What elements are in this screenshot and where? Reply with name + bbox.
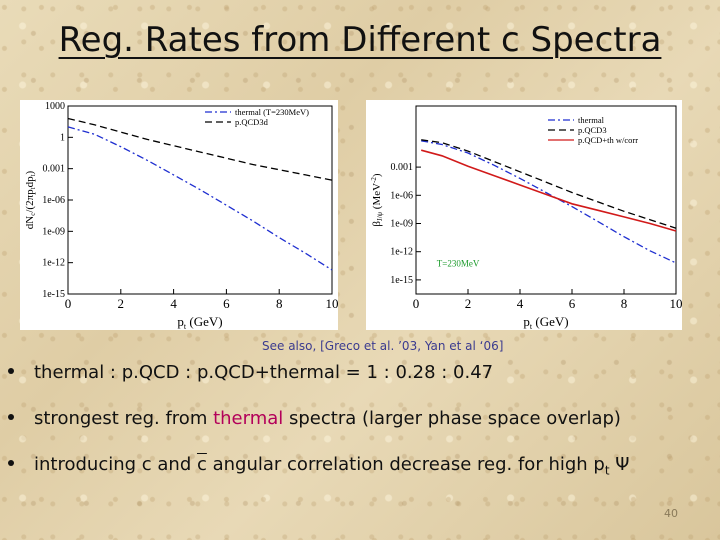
- reference-note: See also, [Greco et al. ’03, Yan et al ‘06]: [262, 339, 504, 353]
- series-line: [421, 150, 676, 231]
- y-axis-label: dNc/(2πptdpt): [24, 170, 37, 230]
- bullet-correlation-pre: introducing c and: [34, 454, 197, 475]
- bullet-dot: [8, 368, 14, 374]
- legend-label: p.QCD3d: [235, 117, 268, 127]
- y-tick-label: 1e-15: [42, 289, 65, 300]
- y-tick-label: 1e-15: [390, 274, 413, 286]
- chart-panel-right: [366, 100, 682, 330]
- x-tick-label: 10: [669, 296, 682, 311]
- bullet-correlation-post: Ψ: [609, 454, 630, 475]
- left-spectra-chart: [20, 100, 338, 330]
- x-tick-label: 2: [464, 296, 472, 311]
- x-tick-label: 2: [117, 296, 125, 311]
- x-tick-label: 10: [325, 296, 338, 311]
- y-tick-label: 1e-06: [390, 190, 413, 202]
- y-tick-label: 1: [60, 132, 65, 144]
- y-tick-label: 1000: [45, 101, 65, 112]
- x-tick-label: 0: [412, 296, 420, 311]
- bullet-dot: [8, 460, 14, 466]
- legend-label: thermal: [578, 115, 604, 125]
- x-tick-label: 8: [620, 296, 628, 311]
- y-axis-label: βJ/ψ (MeV$^{-2}$): [370, 173, 384, 227]
- bullet-strongest: [8, 408, 621, 429]
- y-tick-label: 0.001: [42, 163, 65, 175]
- bullet-dot: [8, 414, 14, 420]
- y-tick-label: 1e-09: [390, 218, 413, 230]
- legend-label: p.QCD+th w/corr: [578, 135, 639, 145]
- bullet-strongest-highlight: thermal: [213, 408, 284, 429]
- bullet-strongest-pre: strongest reg. from: [34, 408, 214, 429]
- y-tick-label: 1e-12: [42, 257, 65, 269]
- x-tick-label: 6: [223, 296, 230, 311]
- bullet-correlation-sub: t: [604, 463, 610, 478]
- x-tick-label: 6: [568, 296, 576, 311]
- legend-label: p.QCD3: [578, 125, 607, 135]
- series-line: [421, 141, 676, 263]
- x-tick-label: 4: [516, 296, 524, 311]
- bullet-strongest-post: spectra (larger phase space overlap): [283, 408, 621, 429]
- bullet-correlation-cbar: $\overline{c}$: [196, 454, 207, 475]
- page-number: 40: [664, 507, 678, 520]
- x-axis-label: $p_t$ (GeV): [177, 314, 223, 330]
- slide-title: Reg. Rates from Different c Spectra: [58, 20, 662, 60]
- x-axis-label: $p_t$ (GeV): [523, 314, 569, 330]
- temperature-annotation: T=230MeV: [436, 258, 480, 269]
- y-tick-label: 1e-06: [42, 195, 65, 206]
- y-tick-label: 0.001: [390, 162, 413, 174]
- legend-label: thermal (T=230MeV): [235, 107, 309, 117]
- bullet-ratio: [8, 362, 493, 383]
- y-tick-label: 1e-09: [42, 226, 65, 238]
- bullet-ratio-text: thermal : p.QCD : p.QCD+thermal = 1 : 0.28 : 0.47: [34, 362, 494, 383]
- x-tick-label: 4: [170, 296, 177, 311]
- series-line: [68, 119, 332, 181]
- series-line: [421, 140, 676, 228]
- bullet-correlation: [8, 454, 629, 478]
- series-line: [68, 127, 332, 270]
- x-tick-label: 0: [64, 296, 72, 311]
- x-tick-label: 8: [275, 296, 283, 311]
- plot-frame: [68, 106, 332, 294]
- right-regeneration-chart: [366, 100, 682, 330]
- y-tick-label: 1e-12: [390, 246, 413, 258]
- chart-panel-left: [20, 100, 338, 330]
- bullet-correlation-mid: angular correlation decrease reg. for high p: [206, 454, 605, 475]
